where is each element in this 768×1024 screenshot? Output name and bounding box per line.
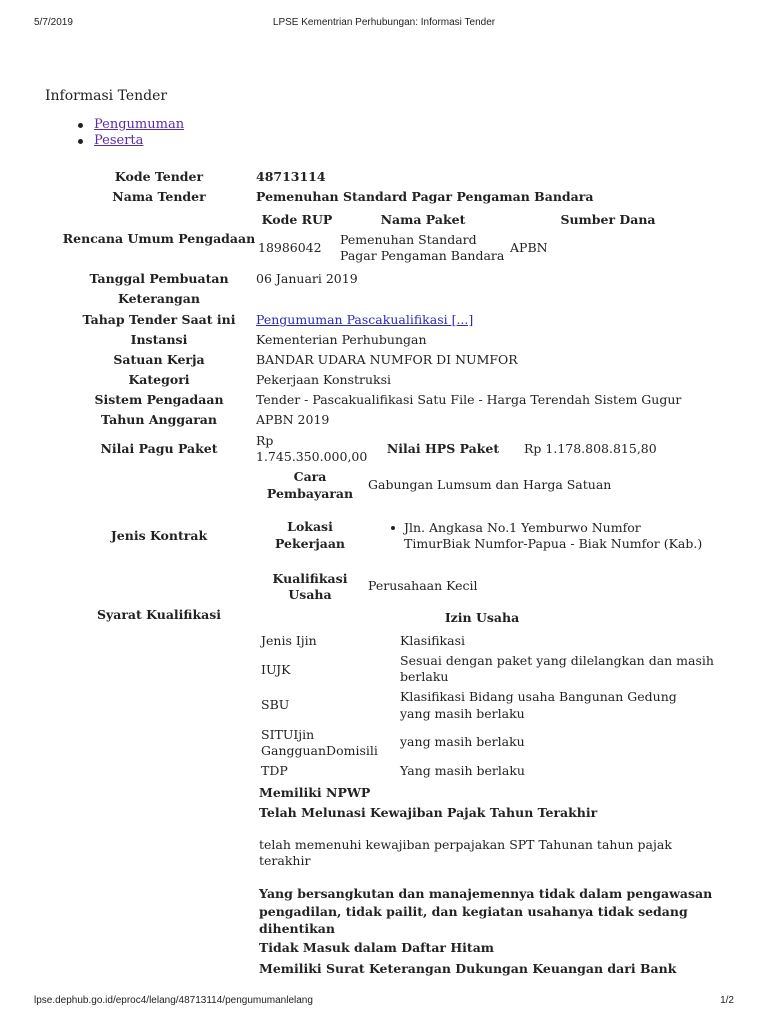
nav-item-pengumuman xyxy=(76,117,184,133)
syarat-npwp: Memiliki NPWP xyxy=(259,785,371,800)
syarat-pengawasan-3: dihentikan xyxy=(259,921,335,936)
kode-rup-header: Kode RUP xyxy=(261,212,333,227)
kategori-label: Kategori xyxy=(128,372,190,387)
klasifikasi-header: Klasifikasi xyxy=(400,633,465,648)
sumber-dana-header: Sumber Dana xyxy=(560,212,656,227)
tahun-anggaran-value: APBN 2019 xyxy=(256,412,330,427)
tanggal-pembuatan-value: 06 Januari 2019 xyxy=(256,271,358,286)
section-nav xyxy=(76,117,184,149)
pengumuman-link[interactable]: Pengumuman xyxy=(94,117,185,132)
print-url: lpse.dephub.go.id/eproc4/lelang/48713114/pengumumanlelang xyxy=(34,995,313,1006)
kategori-value: Pekerjaan Konstruksi xyxy=(256,372,392,387)
nama-paket-line-2: Pagar Pengaman Bandara xyxy=(340,248,505,263)
jenis-kontrak-label: Jenis Kontrak xyxy=(110,528,208,543)
satuan-kerja-value: BANDAR UDARA NUMFOR DI NUMFOR xyxy=(256,352,518,367)
nilai-hps-label: Nilai HPS Paket xyxy=(386,441,500,456)
sistem-pengadaan-value: Tender - Pascakualifikasi Satu File - Harga Terendah Sistem Gugur xyxy=(256,392,682,407)
cara-pembayaran-value: Gabungan Lumsum dan Harga Satuan xyxy=(368,477,612,492)
page-title: Informasi Tender xyxy=(45,88,168,104)
izin-klasifikasi-iujk-2: berlaku xyxy=(400,669,449,684)
tahap-tender-label: Tahap Tender Saat ini xyxy=(82,312,236,327)
kode-tender-label: Kode Tender xyxy=(114,169,204,184)
nama-tender-label: Nama Tender xyxy=(112,189,206,204)
print-title: LPSE Kementrian Perhubungan: Informasi Tender xyxy=(272,17,496,28)
peserta-link[interactable]: Peserta xyxy=(94,133,144,148)
cara-pembayaran-label-2: Pembayaran xyxy=(266,486,354,501)
tahun-anggaran-label: Tahun Anggaran xyxy=(101,412,217,427)
izin-klasifikasi-sbu-1: Klasifikasi Bidang usaha Bangunan Gedung xyxy=(400,689,677,704)
izin-klasifikasi-sbu-2: yang masih berlaku xyxy=(400,706,525,721)
tanggal-pembuatan-label: Tanggal Pembuatan xyxy=(89,271,229,286)
print-date: 5/7/2019 xyxy=(34,17,73,28)
rencana-umum-label: Rencana Umum Pengadaan xyxy=(62,231,256,246)
izin-klasifikasi-iujk-1: Sesuai dengan paket yang dilelangkan dan masih xyxy=(400,653,714,668)
kode-rup-value: 18986042 xyxy=(258,240,322,255)
print-page-number: 1/2 xyxy=(720,995,734,1006)
syarat-pajak-desc-1: telah memenuhi kewajiban perpajakan SPT Tahunan tahun pajak xyxy=(259,837,672,852)
satuan-kerja-label: Satuan Kerja xyxy=(113,352,205,367)
jenis-ijin-header: Jenis Ijin xyxy=(261,633,317,648)
lokasi-bullet xyxy=(391,526,395,530)
nilai-pagu-label: Nilai Pagu Paket xyxy=(100,441,218,456)
tahap-tender-link[interactable]: Pengumuman Pascakualifikasi [...] xyxy=(256,312,474,327)
nama-paket-line-1: Pemenuhan Standard xyxy=(340,232,477,247)
lokasi-pekerjaan-label-2: Pekerjaan xyxy=(274,536,346,551)
syarat-daftar-hitam: Tidak Masuk dalam Daftar Hitam xyxy=(259,940,495,955)
izin-jenis-situ-1: SITUIjin xyxy=(261,727,315,742)
syarat-pajak-desc-2: terakhir xyxy=(259,853,311,868)
lokasi-pekerjaan-value-2: TimurBiak Numfor-Papua - Biak Numfor (Kab.) xyxy=(404,536,703,551)
nav-item-peserta xyxy=(76,133,184,149)
sumber-dana-value: APBN xyxy=(510,240,548,255)
instansi-label: Instansi xyxy=(130,332,188,347)
instansi-value: Kementerian Perhubungan xyxy=(256,332,427,347)
nilai-pagu-currency: Rp xyxy=(256,433,274,448)
keterangan-label: Keterangan xyxy=(118,291,200,306)
syarat-pengawasan-1: Yang bersangkutan dan manajemennya tidak dalam pengawasan xyxy=(259,886,713,901)
syarat-kualifikasi-label: Syarat Kualifikasi xyxy=(96,607,222,622)
izin-klasifikasi-tdp: Yang masih berlaku xyxy=(400,763,525,778)
syarat-pengawasan-2: pengadilan, tidak pailit, dan kegiatan usahanya tidak sedang xyxy=(259,904,688,919)
syarat-dukungan-bank: Memiliki Surat Keterangan Dukungan Keuangan dari Bank xyxy=(259,961,677,976)
izin-usaha-heading: Izin Usaha xyxy=(444,610,520,625)
kualifikasi-usaha-value: Perusahaan Kecil xyxy=(368,578,478,593)
izin-jenis-sbu: SBU xyxy=(261,697,290,712)
nilai-hps-value: Rp 1.178.808.815,80 xyxy=(524,441,657,456)
kualifikasi-usaha-label-2: Usaha xyxy=(288,587,332,602)
kualifikasi-usaha-label-1: Kualifikasi xyxy=(272,571,348,586)
nama-tender-value: Pemenuhan Standard Pagar Pengaman Bandara xyxy=(256,189,594,204)
cara-pembayaran-label-1: Cara xyxy=(293,469,327,484)
izin-jenis-iujk: IUJK xyxy=(261,662,291,677)
izin-klasifikasi-situ: yang masih berlaku xyxy=(400,734,525,749)
sistem-pengadaan-label: Sistem Pengadaan xyxy=(94,392,224,407)
izin-jenis-tdp: TDP xyxy=(261,763,288,778)
kode-tender-value: 48713114 xyxy=(256,169,326,184)
lokasi-pekerjaan-value-1: Jln. Angkasa No.1 Yemburwo Numfor xyxy=(404,520,641,535)
izin-jenis-situ-2: GangguanDomisili xyxy=(261,743,378,758)
nama-paket-header: Nama Paket xyxy=(380,212,466,227)
lokasi-pekerjaan-label-1: Lokasi xyxy=(287,519,333,534)
nilai-pagu-value: 1.745.350.000,00 xyxy=(256,449,368,464)
syarat-pajak: Telah Melunasi Kewajiban Pajak Tahun Terakhir xyxy=(259,805,598,820)
